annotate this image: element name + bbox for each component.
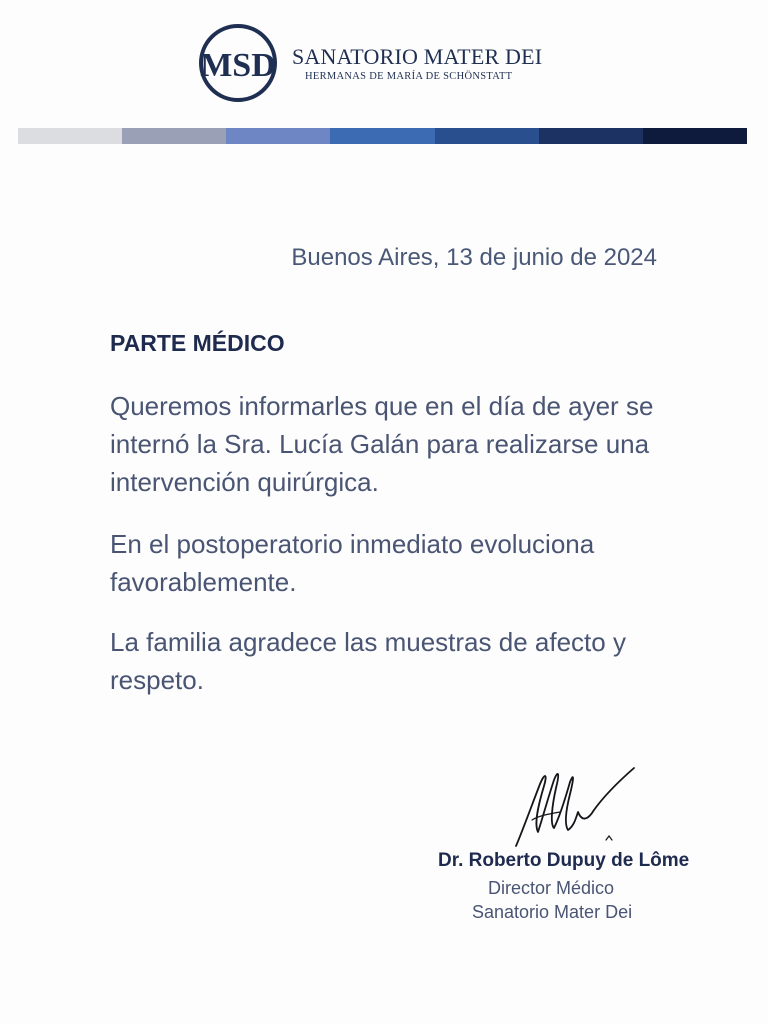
color-band <box>18 128 747 144</box>
signatory-name: Dr. Roberto Dupuy de Lôme <box>438 850 690 871</box>
letterhead <box>0 0 768 150</box>
band-segment <box>539 128 643 144</box>
band-segment <box>643 128 747 144</box>
paragraph-1: Queremos informarles que en el día de ayer se internó la Sra. Lucía Galán para realizarse una intervención quirúrgica. <box>110 391 654 497</box>
band-segment <box>122 128 226 144</box>
signatory-title: Director Médico <box>488 878 615 898</box>
handwritten-signature <box>508 762 640 852</box>
paragraph-3: La familia agradece las muestras de afecto y respeto. <box>110 627 626 695</box>
signatory-organization: Sanatorio Mater Dei <box>472 902 633 922</box>
letter-date: Buenos Aires, 13 de junio de 2024 <box>291 244 657 271</box>
brand-name: SANATORIO MATER DEI <box>292 44 543 69</box>
band-segment <box>435 128 539 144</box>
logo-monogram: MSD <box>200 47 276 84</box>
sanatorio-logo <box>196 22 280 104</box>
band-segment <box>18 128 122 144</box>
brand-subtitle: HERMANAS DE MARÍA DE SCHÖNSTATT <box>305 71 513 82</box>
paragraph-2: En el postoperatorio inmediato evoluciona favorablemente. <box>110 529 595 597</box>
band-segment <box>330 128 434 144</box>
band-segment <box>226 128 330 144</box>
letter-heading: PARTE MÉDICO <box>110 330 285 356</box>
